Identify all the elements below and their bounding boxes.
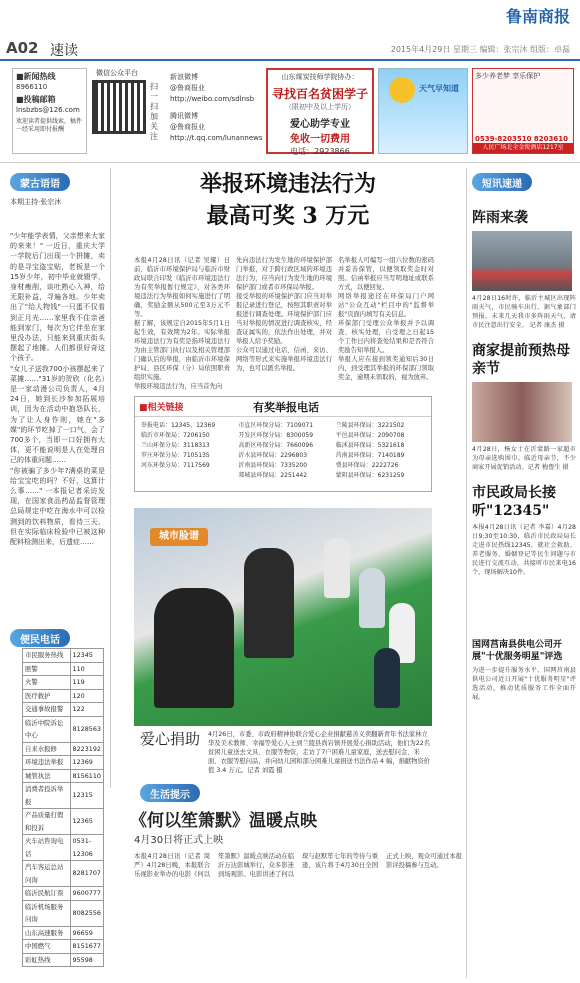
photo-caption: 4月26日，市委、市政府精神协联合爱心企业捐献慈善义卖翻新青年书法家林立华及美术教师、幸福等爱心人士到兰陵县尚岩镇开展爱心捐助活动，他们为22名贫困儿童送去文具、衣服等物资，走访了7户困难儿童家庭，送去慰问金、米面、衣服等慰问品，并向幼儿园和部分困难儿童捐送书法作品 4 幅，捐献物资价值 3.4 万元。记者 刘霞 摄 [208,731,431,774]
film-article: 本报4月28日讯（记者 周严）4月28日晚，本报联合乐视影业举办的电影《何以笙箫默》温暖点映活动在临沂万达影城举行，众多影迷到场观影。电影讲述了何以琛与赵默笙七年的等待与重逢，该片将于4月30日全国正式上映，观众可通过本报影评投稿参与互动。 [134,853,462,878]
main-headline [118,168,458,232]
qq-weibo-url[interactable]: http://t.qq.com/lunannews [170,134,263,142]
table-cell: 平邑县环保局：2090708 [335,432,405,439]
hotline-row [23,676,104,690]
qq-weibo-label: 腾讯微博 [170,112,198,120]
hotline-number: 8156110 [70,769,103,783]
issue-info: 2015年4月29日 星期三 编辑：张宗沐 组版：卓磊 [390,45,570,54]
ad-program: 爱心助学专业 [290,119,350,130]
table-cell: 举报电话：12345，12369 [141,422,216,429]
contact-box [12,68,87,154]
table-cell: 河东环保分局：7117569 [141,462,210,469]
table-cell: 兰山环保分局：3118313 [141,442,210,449]
article-col-2: 先向违法行为发生地的环境保护部门举报，对于跨行政区域的环境违法行为，应当向行为发生地的环境保护部门或者市环保局举报。 接受举报的环境保护部门应当对举报记录进行登记，按照其职责对举报进行调查处理。环境保护部门应当对举报的情况进行调查核实，经查证属实的，依法作出处理，并对举报人给予奖励。 公众可以通过电话、信函、来访、网络等形式来实施举报环境违法行为，也可以匿名举报。 [236,257,332,372]
hotline-number: 8966110 [16,83,48,91]
table-cell: 高新区环保分局：7660096 [238,442,314,449]
hotline-row [23,900,104,926]
hotline-number: 8082556 [70,900,103,926]
ad2-phone: 0539-8203510 8203610 [475,135,569,143]
sina-weibo-label: 新浪微博 [170,73,198,81]
table-cell: 临沂市环保局：7206150 [141,432,210,439]
photo-title: 爱心捐助 [140,730,201,748]
photo-child [324,538,350,598]
hotline-row [23,662,104,676]
left-byline: 本期主持·张宗沐 [10,198,62,206]
news-text: 4月28日16时许，临沂主城区出现阵雨天气，市民骑车出行。据气象部门预报，未来几天我市多阵雨天气，请市民注意出行安全。 记者 康杰 摄 [472,295,576,329]
hotline-row [23,742,104,756]
hotline-row [23,861,104,887]
section-tag-life: 生活提示 [140,784,200,802]
hotline-service: 环境违法举报 [23,756,71,770]
hotline-service: 市民服务热线 [23,649,71,663]
page-section: 速读 [50,43,78,59]
photo-figure [244,548,294,658]
photo-figure [154,588,234,708]
hotline-number: 12345 [70,649,103,663]
hotline-row [23,716,104,742]
hotline-number: 8223192 [70,742,103,756]
section-tag-hotline: 便民电话 [10,629,70,647]
hotline-service: 交通事故报警 [23,703,71,717]
photo-child [374,648,400,708]
header-divider [0,162,580,163]
student-aid-ad [266,68,374,154]
hotline-service: 医疗救护 [23,689,71,703]
life-section [140,783,200,802]
hotline-number: 95598 [70,953,103,967]
hotline-number: 8128563 [70,716,103,742]
mothers-day-photo [472,382,572,442]
table-cell: 蒙阴县环保局：6231259 [335,472,405,479]
hotline-row [23,835,104,861]
hotline-number: 110 [70,662,103,676]
news-headline: 商家提前预热母亲节 [472,343,570,377]
table-cell: 开发区环保分局：8300059 [238,432,314,439]
table-cell: 沂南县环保局：7335200 [238,462,308,469]
left-column [10,172,105,619]
section-tag-left: 蒙古语语 [10,173,70,191]
hotline-row [23,887,104,901]
hotline-service: 山东高速服务 [23,926,71,940]
film-subhead: 4月30日将正式上映 [134,835,224,846]
ad-sponsor: 山东煤炭技师学院协办： [281,73,359,81]
hotline-number: 9600777 [70,887,103,901]
news-text: 本报4月28日讯（记者 李嘉）4月28日9:30至10:30，临沂市民政局局长走进市民热线12345，就社会救助、养老服务、婚姻登记等民生问题与市民进行交流互动，共接听市民来电16个，现场解决10件。 [472,524,576,576]
headline-line2: 最高可奖 3 万元 [206,203,370,229]
hotline-service: 匪警 [23,662,71,676]
table-cell: 莒南县环保局：7140189 [335,452,405,459]
table-cell: 临沭县环保局：5321618 [335,442,405,449]
table-label: ■相关链接 [135,397,431,417]
hotline-service: 城管执法 [23,769,71,783]
ad-condition: （限初中及以上学历） [285,103,355,111]
film-headline: 《何以笙箫默》温暖点映 [130,811,317,831]
hotline-service: 临沂机场服务问询 [23,900,71,926]
hotline-service: 自来水报修 [23,742,71,756]
hotline-row [23,703,104,717]
section-tag-right: 短讯速递 [472,173,532,191]
column-divider [110,168,111,788]
qq-weibo-handle: @鲁商报业 [170,123,205,131]
article-col-3: 名举报人可编写一组六位数的密码并妥善保管，以便领取奖金时对照。信函举报应当写明地址或联系方式，以便回复。 网络举报途径在环保局门户网站"公众互动"栏目中的"监督举报"页面内填写有关信息。 环保部门受理公众举报并予以调查、核实处理，自受理之日起15个工作日内将查处结果和是否符合奖励告知举报人。 举报人应在接到领奖通知后30日内，到受理其举报的环保部门领取奖金，逾期未领取的，视为放弃。 [338,257,434,381]
hotline-number: 8151677 [70,940,103,954]
hotline-number: 12369 [70,756,103,770]
news-headline: 国网莒南县供电公司开展"十优服务明星"评选 [472,640,563,662]
table-cell: 费县环保局：2222726 [335,462,399,469]
hotline-number: 122 [70,703,103,717]
hotline-service: 火车站咨询电话 [23,835,71,861]
hotline-number: 12365 [70,809,103,835]
qr-code-icon [92,80,146,134]
masthead-rule [0,59,580,61]
weather-box [378,68,468,154]
sina-weibo-url[interactable]: http://weibo.com/sdlnsb [170,95,255,103]
city-face-tag: 城市脸谱 [150,528,208,546]
headline-line1: 举报环境违法行为 [199,171,376,197]
hotline-number: 120 [70,689,103,703]
news-headline: 阵雨来袭 [472,210,528,226]
hotline-service: 火警 [23,676,71,690]
hotline-service: 临沂民航订票 [23,887,71,901]
weather-title: 天气早知道 [419,84,459,93]
hotline-service: 产品质量打假和投诉 [23,809,71,835]
hotline-number: 96659 [70,926,103,940]
hotline-service: 中国燃气 [23,940,71,954]
hotline-row [23,756,104,770]
table-cell [141,471,230,480]
hotline-row [23,940,104,954]
sun-icon [389,77,415,103]
rain-photo [472,231,572,291]
email-label: ■投稿邮箱 [16,95,56,104]
ad-phone: 电话：2923866 [290,147,350,156]
report-phone-table [134,396,432,492]
article-col-1: 本报4月28日讯（记者 吴耀）日前，临沂市环境保护局与临沂市财政局联合印发《临沂市环境违法行为有奖举报暂行规定》，对各类环境违法行为举报如何实施进行了明确，奖励金额从500元至3万元不等。 据了解，该规定自2015年5月1日起生效，有效期为2年。实际举报环境违法行为有奖是指环境违法行为由主管部门执行以及相关管理部门确认后的举报，由临沂市环境保护局、县区环保（分）局依照职责组织实施。 举报环境违法行为，应当首先向 [134,257,230,390]
hotline-row [23,783,104,809]
hotline-row [23,649,104,663]
table-title: 有奖举报电话 [253,401,319,414]
hotline-row [23,689,104,703]
news-text: 为进一步提升服务水平，国网莒南县供电公司近日开展"十优服务明星"评选活动，推动优质服务工作全面开展。 [472,667,576,701]
hotline-table [22,648,104,967]
hotline-number: 119 [70,676,103,690]
hotline-row [23,769,104,783]
table-cell: 市直区环保分局：7109071 [238,422,314,429]
newspaper-logo: 鲁南商报 [505,7,570,26]
table-grid [135,417,431,484]
hotline-service: 消费者投诉举报 [23,783,71,809]
hotline-row [23,953,104,967]
hotline-label: ■新闻热线 [16,72,56,81]
ad-free: 免收一切费用 [290,134,350,145]
wechat-label: 微信公众平台 [96,69,138,77]
left-text: "少年能学表情，父亲想来大家的来来！" 一近日，重庆大学一学院后门出现一个拼摊，卖的是寻宝盗宝贴，老板是一个15岁少年，初中毕业就辍学，身材瘦削，谈吐熟心入神，给无限补益，寻遍各地。少年卖出了"给人物钱"一只蛋不仅看到正月光……家里我不住亲爸能到家门，每次为它伴坐在家里没办法，只能来到重庆街头摆起了地摊。人们都很好奇这个孩子。 "女儿子送我700小孩摆起来了菜摊……"31岁的贺欣（化名）是一家动漫公司负责人，4月24日，她到长沙参加拓展培训，因为在活动中抱怨队长，为了让人身作则，她在"多媒"的环节吃掉了一口气，会了700多个，当即一口好拥有大体，更不能说明是人在处理自己的体重问题…… "你被骗了多少年?满桌的菜是给宝宝吃的吗？不好，这算什么事……" 一本报记者采访发现，在国家食品药品监督管理总局规定中吃在海水中可以检测到的饮料物质，看待三天，但在实际临床检验中已被这种配料检测出来，后遗症…… [10,232,105,547]
elderly-care-ad [472,68,574,154]
news-text: 4月28日，杨女士在沂蒙路一家超市为母亲选购围巾。临近母亲节，不少商家开展促销活动。记者 梅鲁生 摄 [472,446,576,471]
table-cell: 兰陵县环保局：3221502 [335,422,405,429]
hotline-row [23,809,104,835]
ad-headline: 寻找百名贫困学子 [271,87,368,101]
hotline-service: 彩虹热线 [23,953,71,967]
hotline-service: 临沂中院诉讼中心 [23,716,71,742]
contact-note: 欢迎读者提供线索，稿件一经采用即付报酬 [16,118,83,133]
hotline-number: 8281707 [70,861,103,887]
ad2-text: 多少养老梦 享乐保护 [475,72,541,80]
table-cell: 沂水县环保局：2296803 [238,452,308,459]
masthead [0,0,580,62]
email-address: lnsbzbs@126.com [16,106,80,114]
hotline-number: 12315 [70,783,103,809]
column-divider [466,168,467,978]
photo-child [359,568,385,628]
hotline-number: 0531-12306 [70,835,103,861]
news-headline: 市民政局长接听"12345" [472,485,556,519]
table-cell: 罗庄环保分局：7105135 [141,452,210,459]
page-number: A02 [6,39,39,57]
ad2-footer: 人民广场北全金锐酒店1217室 [473,143,573,153]
scan-hint: 扫一扫加关注 [150,82,158,141]
hotline-row [23,926,104,940]
right-column [472,172,576,702]
hotline-service: 汽车客运总站问询 [23,861,71,887]
weibo-block [170,72,263,144]
table-cell: 郯城县环保局：2251442 [238,472,308,479]
hotline-section [10,628,70,647]
sina-weibo-handle: @鲁商报业 [170,84,205,92]
